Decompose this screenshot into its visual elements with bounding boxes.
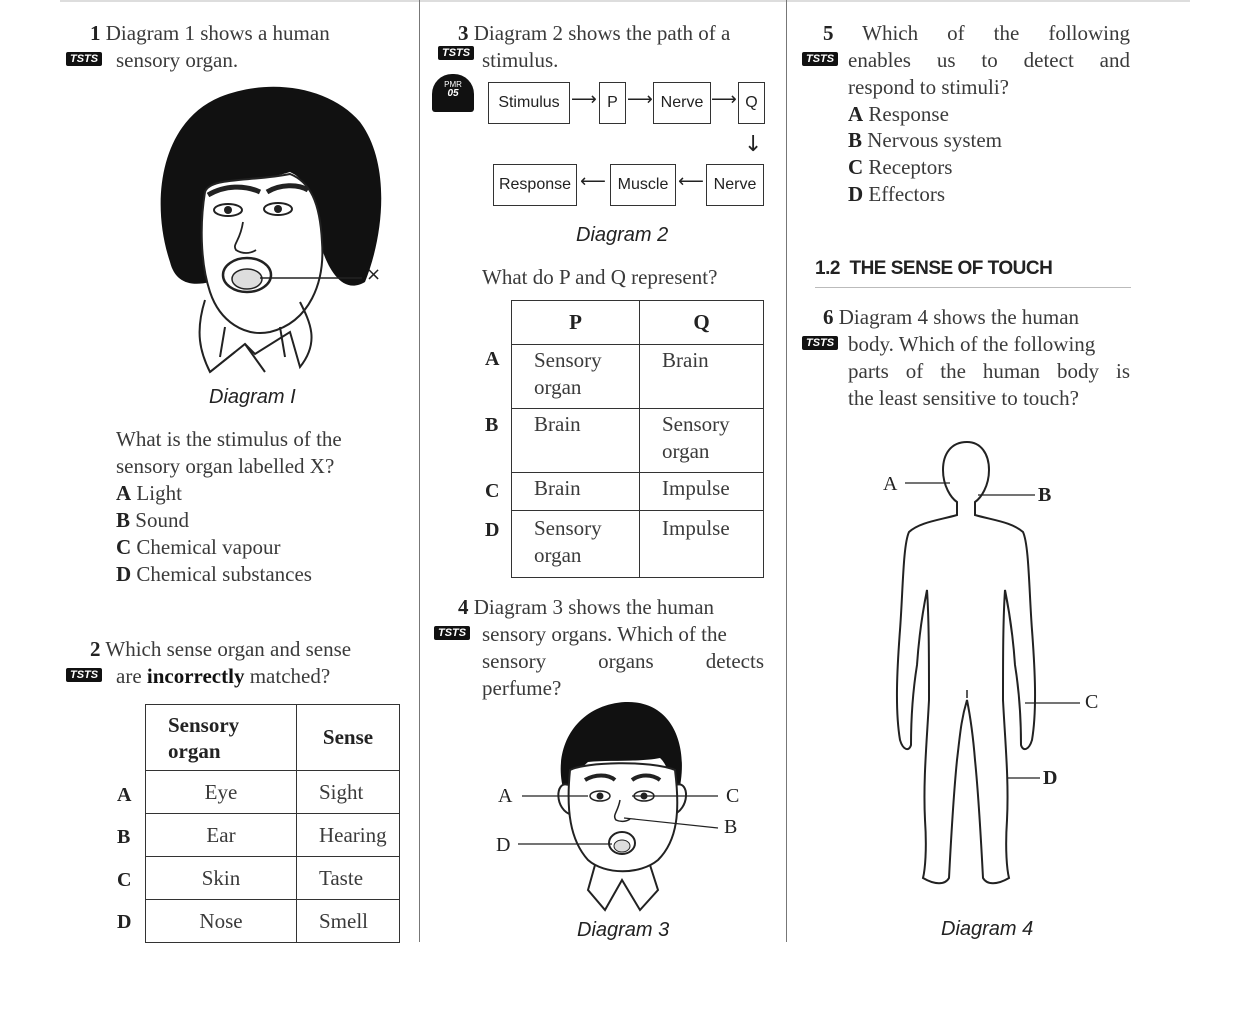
question-3-line1: [458, 20, 730, 47]
option-text: Nervous system: [867, 128, 1003, 152]
tsts-badge-icon: TSTS: [434, 626, 470, 640]
tsts-badge-icon: TSTS: [802, 336, 838, 350]
table-cell: Nose: [146, 900, 297, 943]
option-b[interactable]: [848, 127, 1002, 154]
question-number: 4: [458, 595, 469, 619]
arrow-left-icon: ⟵: [678, 171, 704, 192]
flow-box-stimulus: Stimulus: [488, 82, 570, 124]
question-6-line2: body. Which of the following: [848, 332, 1096, 356]
question-5-line3: respond to stimuli?: [848, 75, 1009, 99]
option-c[interactable]: [116, 534, 280, 561]
tsts-badge-icon: TSTS: [66, 668, 102, 682]
flow-box-q: Q: [738, 82, 765, 124]
diagram-caption: Diagram 4: [941, 918, 1034, 940]
label-b: B: [1038, 484, 1052, 506]
table-cell: Skin: [146, 857, 297, 900]
arrow-down-icon: ↓: [744, 132, 763, 157]
row-letter: D: [117, 911, 132, 933]
row-letter: D: [485, 519, 500, 541]
table-cell: Hearing: [297, 814, 400, 857]
diagram-caption: Diagram 3: [577, 919, 670, 941]
section-rule: [815, 287, 1131, 288]
question-number: 1: [90, 21, 101, 45]
diagram-4-human-body: [895, 440, 1040, 890]
question-4-line2: sensory organs. Which of the: [482, 622, 727, 646]
section-label: THE SENSE OF TOUCH: [849, 258, 1053, 279]
question-6-line3: parts of the human body is: [848, 359, 1130, 383]
option-text: Chemical substances: [136, 562, 312, 586]
question-3-table: [511, 300, 764, 578]
label-a: A: [498, 785, 513, 807]
flow-box-muscle: Muscle: [610, 164, 676, 206]
diagram-1-female-face: [150, 82, 410, 382]
option-letter: C: [116, 535, 132, 559]
arrow-right-icon: ⟶: [711, 89, 737, 110]
question-text: Diagram 3 shows the human: [473, 595, 715, 619]
question-5-line2: enables us to detect and: [848, 48, 1130, 72]
question-3-line2: stimulus.: [482, 48, 559, 72]
row-letter: B: [485, 414, 499, 436]
option-text: Response: [868, 102, 949, 126]
question-2-line1: [90, 636, 351, 663]
table-cell: Sensory organ: [640, 409, 764, 473]
tsts-badge-icon: TSTS: [802, 52, 838, 66]
question-4-line1: [458, 594, 714, 621]
question-text: Which of the following: [862, 21, 1130, 45]
flow-box-p: P: [599, 82, 626, 124]
table-cell: Ear: [146, 814, 297, 857]
table-cell: Impulse: [640, 473, 764, 511]
diagram-caption: Diagram I: [209, 386, 296, 408]
question-2-line2: [116, 663, 330, 690]
row-letter: C: [117, 869, 132, 891]
question-number: 6: [823, 305, 834, 329]
label-c: C: [726, 785, 740, 807]
flow-box-nerve-1: Nerve: [653, 82, 711, 124]
column-divider-1: [419, 0, 420, 942]
arrow-left-icon: ⟵: [580, 171, 606, 192]
pmr-badge-icon: [432, 74, 474, 112]
option-text: Chemical vapour: [136, 535, 281, 559]
option-text: Receptors: [868, 155, 953, 179]
table-cell: Eye: [146, 771, 297, 814]
option-d[interactable]: [116, 561, 312, 588]
question-number: 5: [823, 21, 834, 45]
question-2-table: [145, 704, 400, 943]
option-d[interactable]: [848, 181, 945, 208]
question-3-prompt: What do P and Q represent?: [482, 265, 718, 289]
label-b: B: [724, 816, 738, 838]
option-letter: A: [848, 102, 864, 126]
option-text: Effectors: [868, 182, 945, 206]
question-text: Diagram 1 shows a human: [105, 21, 330, 45]
label-x: ×: [366, 264, 382, 285]
table-cell: Brain: [512, 473, 640, 511]
table-cell: Smell: [297, 900, 400, 943]
option-letter: B: [116, 508, 131, 532]
arrow-right-icon: ⟶: [627, 89, 653, 110]
question-1-prompt-line1: What is the stimulus of the: [116, 427, 342, 451]
diagram-3-male-face: [540, 700, 710, 915]
question-number: 3: [458, 21, 469, 45]
table-header: Q: [640, 301, 764, 345]
diagram-caption: Diagram 2: [576, 224, 669, 246]
section-title: [815, 258, 1052, 280]
label-a: A: [883, 473, 898, 495]
table-cell: Sight: [297, 771, 400, 814]
table-cell: Brain: [640, 345, 764, 409]
label-d: D: [1043, 767, 1058, 789]
question-1-prompt-line2: sensory organ labelled X?: [116, 454, 335, 478]
pmr-year: 05: [447, 88, 459, 99]
option-a[interactable]: [116, 480, 182, 507]
section-number: 1.2: [815, 258, 840, 279]
question-number: 2: [90, 637, 101, 661]
option-letter: D: [116, 562, 132, 586]
question-1-line2: sensory organ.: [116, 48, 239, 72]
option-letter: B: [848, 128, 863, 152]
question-5-line1: [823, 20, 1130, 47]
pmr-label: PMR: [444, 80, 462, 89]
option-text: Light: [136, 481, 182, 505]
table-header: P: [512, 301, 640, 345]
question-4-line4: perfume?: [482, 676, 562, 700]
flow-box-nerve-2: Nerve: [706, 164, 764, 206]
question-emphasis: incorrectly: [146, 664, 245, 688]
table-cell: Brain: [512, 409, 640, 473]
table-cell: Impulse: [640, 511, 764, 578]
row-letter: A: [485, 348, 500, 370]
question-1-line1: [90, 20, 330, 47]
table-header: Sense: [297, 705, 400, 771]
flow-box-response: Response: [493, 164, 577, 206]
arrow-right-icon: ⟶: [571, 89, 597, 110]
option-letter: C: [848, 155, 864, 179]
option-a[interactable]: [848, 101, 949, 128]
question-text: Which sense organ and sense: [105, 637, 352, 661]
tsts-badge-icon: TSTS: [66, 52, 102, 66]
question-4-line3: sensory organs detects: [482, 649, 764, 673]
table-header: Sensory organ: [146, 705, 297, 771]
top-rule: [60, 0, 1190, 2]
question-text: Diagram 4 shows the human: [838, 305, 1080, 329]
label-c: C: [1085, 691, 1099, 713]
row-letter: B: [117, 826, 131, 848]
option-text: Sound: [135, 508, 189, 532]
question-text: Diagram 2 shows the path of a: [473, 21, 731, 45]
option-b[interactable]: [116, 507, 189, 534]
question-6-line1: [823, 304, 1079, 331]
table-cell: Sensory organ: [512, 511, 640, 578]
table-cell: Sensory organ: [512, 345, 640, 409]
option-c[interactable]: [848, 154, 952, 181]
row-letter: C: [485, 480, 500, 502]
option-letter: A: [116, 481, 132, 505]
table-cell: Taste: [297, 857, 400, 900]
label-d: D: [496, 834, 511, 856]
row-letter: A: [117, 784, 132, 806]
question-text: are: [116, 664, 147, 688]
question-text: matched?: [244, 664, 331, 688]
column-divider-2: [786, 0, 787, 942]
option-letter: D: [848, 182, 864, 206]
tsts-badge-icon: TSTS: [438, 46, 474, 60]
question-6-line4: the least sensitive to touch?: [848, 386, 1079, 410]
